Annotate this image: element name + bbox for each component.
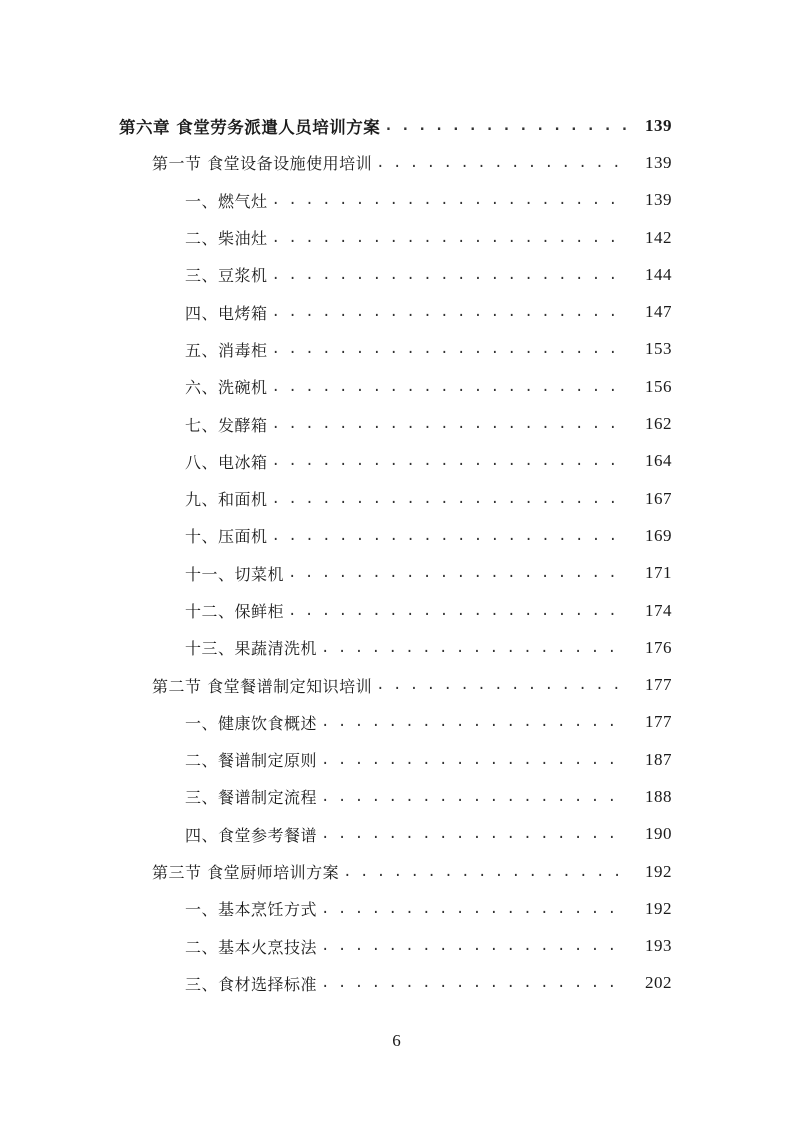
toc-entry-page: 171 bbox=[645, 563, 672, 583]
toc-subsection-entry[interactable] bbox=[0, 555, 793, 592]
toc-entry-page: 176 bbox=[645, 637, 672, 657]
dot-leader bbox=[321, 901, 626, 917]
toc-entry-title: 十一、切菜机 bbox=[185, 564, 285, 584]
dot-leader bbox=[321, 789, 626, 805]
toc-subsection-entry[interactable] bbox=[0, 368, 793, 405]
dot-leader bbox=[272, 267, 626, 283]
toc-entry-page: 139 bbox=[645, 152, 672, 172]
toc-entry-title: 十二、保鲜柜 bbox=[185, 602, 285, 621]
dot-leader bbox=[272, 304, 626, 320]
toc-subsection-entry[interactable] bbox=[0, 816, 793, 853]
toc-entry-page: 167 bbox=[645, 488, 672, 508]
toc-entry-page: 192 bbox=[645, 898, 672, 918]
dot-leader bbox=[272, 341, 626, 357]
toc-entry-title: 一、健康饮食概述 bbox=[185, 713, 318, 733]
dot-leader bbox=[343, 864, 626, 880]
toc-subsection-entry[interactable] bbox=[0, 182, 793, 219]
toc-entry-title: 四、电烤箱 bbox=[185, 303, 268, 323]
toc-entry-title: 二、餐谱制定原则 bbox=[185, 751, 318, 771]
table-of-contents bbox=[0, 107, 793, 1002]
toc-subsection-entry[interactable] bbox=[0, 219, 793, 256]
toc-entry-title: 三、餐谱制定流程 bbox=[185, 788, 318, 808]
dot-leader bbox=[272, 192, 626, 208]
toc-entry-page: 190 bbox=[645, 824, 672, 844]
toc-entry-title: 四、食堂参考餐谱 bbox=[185, 825, 318, 845]
toc-entry-page: 177 bbox=[645, 712, 672, 732]
dot-leader bbox=[272, 230, 626, 246]
toc-subsection-entry[interactable] bbox=[0, 480, 793, 517]
toc-entry-title: 第六章 食堂劳务派遣人员培训方案 bbox=[119, 117, 381, 137]
toc-entry-title: 二、基本火烹技法 bbox=[185, 937, 318, 957]
toc-entry-page: 164 bbox=[645, 451, 672, 471]
toc-entry-title: 三、豆浆机 bbox=[185, 266, 268, 286]
toc-entry-title: 一、基本烹饪方式 bbox=[185, 900, 318, 920]
toc-subsection-entry[interactable] bbox=[0, 405, 793, 442]
toc-entry-page: 162 bbox=[645, 414, 672, 434]
toc-subsection-entry[interactable] bbox=[0, 629, 793, 666]
dot-leader bbox=[321, 826, 626, 842]
toc-section-entry[interactable] bbox=[0, 144, 793, 181]
toc-entry-title: 十三、果蔬清洗机 bbox=[185, 639, 318, 659]
dot-leader bbox=[272, 491, 626, 507]
toc-chapter-entry[interactable] bbox=[0, 107, 793, 144]
dot-leader bbox=[288, 565, 626, 581]
toc-entry-page: 139 bbox=[645, 190, 672, 210]
toc-entry-title: 八、电冰箱 bbox=[185, 452, 268, 472]
toc-entry-page: 169 bbox=[645, 525, 672, 545]
toc-subsection-entry[interactable] bbox=[0, 778, 793, 815]
toc-subsection-entry[interactable] bbox=[0, 443, 793, 480]
toc-entry-title: 第二节 食堂餐谱制定知识培训 bbox=[152, 676, 373, 696]
toc-section-entry[interactable] bbox=[0, 853, 793, 890]
dot-leader bbox=[272, 416, 626, 432]
toc-subsection-entry[interactable] bbox=[0, 965, 793, 1002]
toc-entry-title: 三、食材选择标准 bbox=[185, 974, 318, 994]
toc-subsection-entry[interactable] bbox=[0, 293, 793, 330]
toc-entry-title: 十、压面机 bbox=[185, 527, 268, 547]
toc-entry-title: 二、柴油灶 bbox=[185, 229, 268, 249]
toc-entry-title: 九、和面机 bbox=[185, 490, 268, 510]
toc-entry-page: 193 bbox=[645, 936, 672, 956]
toc-entry-page: 139 bbox=[645, 115, 672, 135]
dot-leader bbox=[321, 975, 626, 991]
dot-leader bbox=[272, 453, 626, 469]
toc-entry-title: 一、燃气灶 bbox=[185, 191, 268, 211]
dot-leader bbox=[376, 155, 626, 171]
page-number: 6 bbox=[392, 1031, 401, 1050]
toc-entry-title: 五、消毒柜 bbox=[185, 340, 268, 360]
dot-leader bbox=[272, 528, 626, 544]
toc-entry-title: 七、发酵箱 bbox=[185, 415, 268, 435]
toc-entry-page: 147 bbox=[645, 302, 672, 322]
toc-subsection-entry[interactable] bbox=[0, 256, 793, 293]
dot-leader bbox=[321, 938, 626, 954]
toc-entry-page: 177 bbox=[645, 675, 672, 695]
toc-subsection-entry[interactable] bbox=[0, 890, 793, 927]
toc-entry-page: 192 bbox=[645, 861, 672, 881]
toc-entry-page: 187 bbox=[645, 749, 672, 769]
toc-subsection-entry[interactable] bbox=[0, 592, 793, 629]
dot-leader bbox=[321, 640, 626, 656]
dot-leader bbox=[321, 752, 626, 768]
dot-leader bbox=[384, 118, 626, 134]
toc-entry-title: 第一节 食堂设备设施使用培训 bbox=[152, 154, 373, 174]
toc-entry-page: 202 bbox=[645, 973, 672, 993]
toc-subsection-entry[interactable] bbox=[0, 741, 793, 778]
dot-leader bbox=[376, 677, 626, 693]
toc-entry-title: 六、洗碗机 bbox=[185, 378, 268, 398]
toc-entry-page: 156 bbox=[645, 376, 672, 396]
dot-leader bbox=[321, 714, 626, 730]
toc-entry-page: 144 bbox=[645, 264, 672, 284]
toc-subsection-entry[interactable] bbox=[0, 928, 793, 965]
toc-entry-title: 第三节 食堂厨师培训方案 bbox=[152, 863, 340, 883]
toc-entry-page: 153 bbox=[645, 339, 672, 359]
toc-section-entry[interactable] bbox=[0, 666, 793, 703]
toc-subsection-entry[interactable] bbox=[0, 517, 793, 554]
toc-entry-page: 174 bbox=[645, 600, 672, 620]
toc-entry-page: 188 bbox=[645, 786, 672, 806]
dot-leader bbox=[288, 603, 626, 619]
toc-subsection-entry[interactable] bbox=[0, 704, 793, 741]
toc-subsection-entry[interactable] bbox=[0, 331, 793, 368]
toc-entry-page: 142 bbox=[645, 227, 672, 247]
dot-leader bbox=[272, 379, 626, 395]
